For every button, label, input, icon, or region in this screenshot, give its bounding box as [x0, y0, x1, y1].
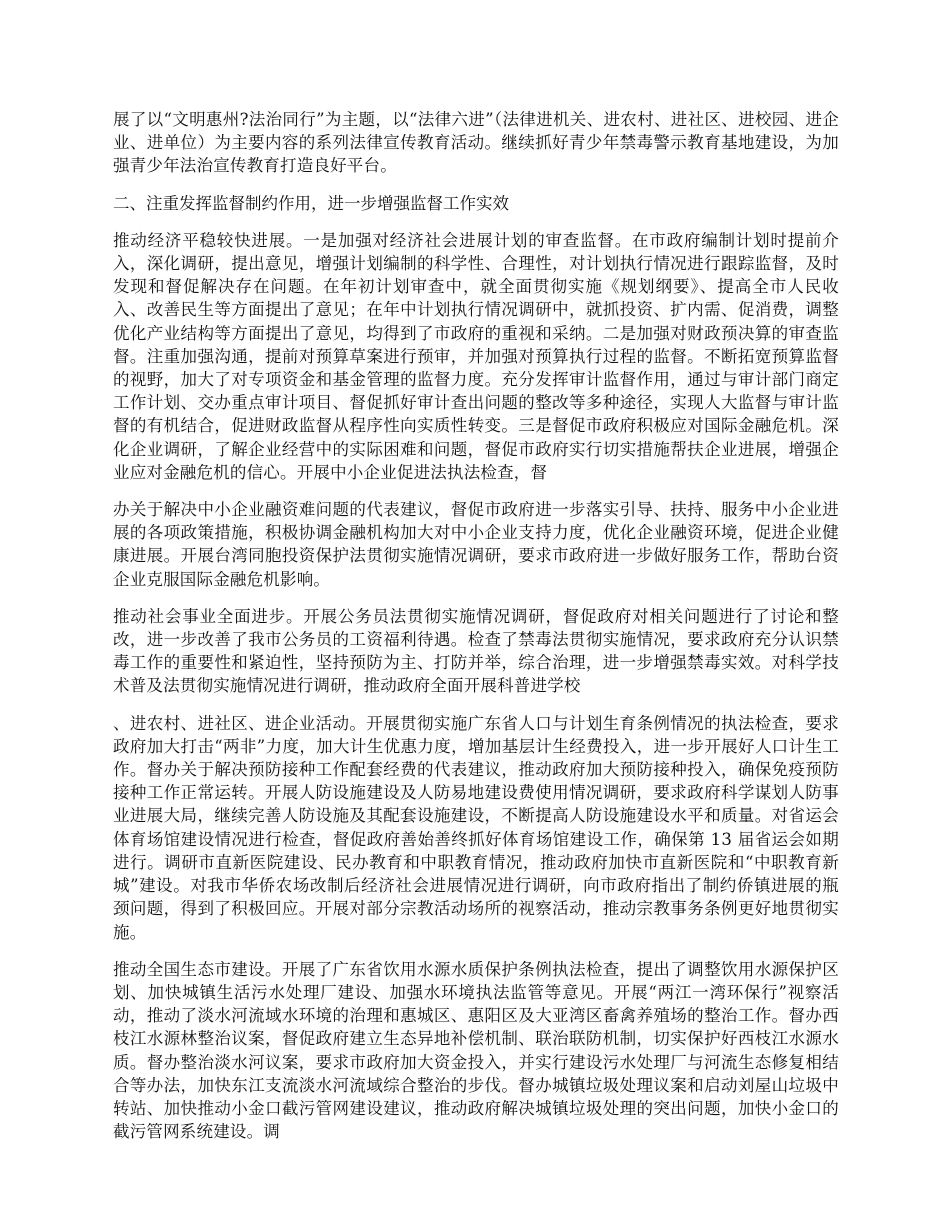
section-heading: 二、注重发挥监督制约作用，进一步增强监督工作实效 — [113, 193, 509, 213]
paragraph-sme-financing: 办关于解决中小企业融资难问题的代表建议，督促市政府进一步落实引导、扶持、服务中小企业进展的各项政策措施，积极协调金融机构加大对中小企业支持力度，优化企业融资环境，促进企业健康进展。开展台湾同胞投资保护法贯彻实施情况调研，要求市政府进一步做好服务工作，帮助台资企业克服国际金融危机影响。 — [113, 500, 839, 589]
document-body — [113, 108, 839, 1157]
paragraph-social-progress: 推动社会事业全面进步。开展公务员法贯彻实施情况调研，督促政府对相关问题进行了讨论和整改，进一步改善了我市公务员的工资福利待遇。检查了禁毒法贯彻实施情况，要求政府充分认识禁毒工作的重要性和紧迫性，坚持预防为主、打防并举，综合治理，进一步增强禁毒实效。对科学技术普及法贯彻实施情况进行调研，推动政府全面开展科普进学校 — [113, 606, 839, 696]
paragraph-social-progress-continued: 、进农村、进社区、进企业活动。开展贯彻实施广东省人口与计划生育条例情况的执法检查，要求政府加大打击“两非”力度，加大计生优惠力度，增加基层计生经费投入，进一步开展好人口计生工作。督办关于解决预防接种工作配套经费的代表建议，推动政府加大预防接种投入，确保免疫预防接种工作正常运转。开展人防设施建设及人防易地建设费使用情况调研，要求政府科学谋划人防事业进展大局，继续完善人防设施及其配套设施建设，不断提高人防设施建设水平和质量。对省运会体育场馆建设情况进行检查，督促政府善始善终抓好体育场馆建设工作，确保第 13 届省运会如期进行。调研市直新医院建设、民办教育和中职教育情况，推动政府加快市直新医院和“中职教育新城”建设。对我市华侨农场改制后经济社会进展情况进行调研，向市政府指出了制约侨镇进展的瓶颈问题，得到了积极回应。开展对部分宗教活动场所的视察活动，推动宗教事务条例更好地贯彻实施。 — [113, 713, 839, 942]
paragraph-economy: 推动经济平稳较快进展。一是加强对经济社会进展计划的审查监督。在市政府编制计划时提前介入，深化调研，提出意见，增强计划编制的科学性、合理性，对计划执行情况进行跟踪监督，及时发现和督促解决存在问题。在年初计划审查中，就全面贯彻实施《规划纲要》、提高全市人民收入、改善民生等方面提出了意见；在年中计划执行情况调研中，就抓投资、扩内需、促消费，调整优化产业结构等方面提出了意见，均得到了市政府的重视和采纳。二是加强对财政预决算的审查监督。注重加强沟通，提前对预算草案进行预审，并加强对预算执行过程的监督。不断拓宽预算监督的视野，加大了对专项资金和基金管理的监督力度。充分发挥审计监督作用，通过与审计部门商定工作计划、交办重点审计项目、督促抓好审计查出问题的整改等多种途径，实现人大监督与审计监督的有机结合，促进财政监督从程序性向实质性转变。三是督促市政府积极应对国际金融危机。深化企业调研，了解企业经营中的实际困难和问题，督促市政府实行切实措施帮扶企业进展，增强企业应对金融危机的信心。开展中小企业促进法执法检查，督 — [113, 230, 839, 482]
paragraph-intro-continuation: 展了以“文明惠州?法治同行”为主题，以“法律六进”（法律进机关、进农村、进社区、进校园、进企业、进单位）为主要内容的系列法律宣传教育活动。继续抓好青少年禁毒警示教育基地建设，为加强青少年法治宣传教育打造良好平台。 — [113, 110, 839, 176]
paragraph-ecology: 推动全国生态市建设。开展了广东省饮用水源水质保护条例执法检查，提出了调整饮用水源保护区划、加快城镇生活污水处理厂建设、加强水环境执法监管等意见。开展“两江一湾环保行”视察活动，推动了淡水河流域水环境的治理和惠城区、惠阳区及大亚湾区畜禽养殖场的整治工作。督办西枝江水源林整治议案，督促政府建立生态异地补偿机制、联治联防机制，切实保护好西枝江水源水质。督办整治淡水河议案，要求市政府加大资金投入，并实行建设污水处理厂与河流生态修复相结合等办法，加快东江支流淡水河流域综合整治的步伐。督办城镇垃圾处理议案和启动刘屋山垃圾中转站、加快推动小金口截污管网建设建议，推动政府解决城镇垃圾处理的突出问题，加快小金口的截污管网系统建设。调 — [113, 959, 839, 1142]
